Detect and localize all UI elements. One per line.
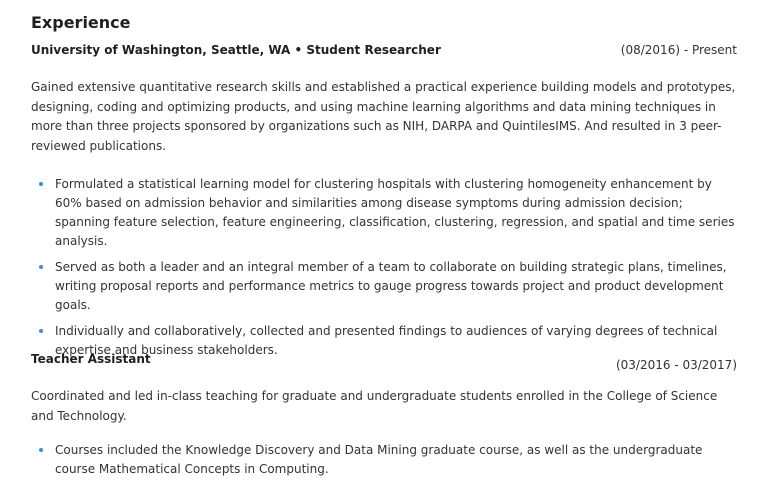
job-description: Gained extensive quantitative research skills and established a practical experience building models and prototypes, designing, coding and optimizing products, and using machine learning algorithms and data mining techniques in more than three projects sponsored by organizations such as NIH, DARPA and QuintilesIMS. And resulted in 3 peer-reviewed publications. xyxy=(31,80,736,153)
bullet-text: Individually and collaboratively, collected and presented findings to audiences of varying degrees of technical expertise and business stakeholders. xyxy=(55,324,718,357)
bullet-list xyxy=(31,175,737,360)
job-title: University of Washington, Seattle, WA • Student Researcher xyxy=(31,43,441,57)
job-entry xyxy=(31,350,737,479)
bullet-list xyxy=(31,441,737,479)
bullet-icon xyxy=(39,265,43,269)
list-item xyxy=(31,175,737,251)
job-title: Teacher Assistant xyxy=(31,352,151,366)
job-header xyxy=(31,41,737,59)
bullet-text: Courses included the Knowledge Discovery and Data Mining graduate course, as well as the undergraduate course Mathematical Concepts in Computing. xyxy=(55,443,703,476)
bullet-text: Formulated a statistical learning model for clustering hospitals with clustering homogeneity enhancement by 60% based on admission behavior and similarities among disease symptoms during admission decision; spanning feature selection, feature engineering, classification, clustering, regression, and spatial and time series analysis. xyxy=(55,177,735,248)
section-title: Experience xyxy=(31,13,131,32)
list-item xyxy=(31,258,737,315)
job-header xyxy=(31,350,737,372)
job-entry xyxy=(31,41,737,360)
bullet-text: Served as both a leader and an integral member of a team to collaborate on building strategic plans, timelines, writing proposal reports and performance metrics to gauge progress towards project and product development goals. xyxy=(55,260,727,312)
bullet-icon xyxy=(39,448,43,452)
job-dates: (08/2016) - Present xyxy=(620,43,737,57)
bullet-icon xyxy=(39,329,43,333)
bullet-icon xyxy=(39,182,43,186)
job-dates: (03/2016 - 03/2017) xyxy=(615,358,737,372)
job-description: Coordinated and led in-class teaching for graduate and undergraduate students enrolled in the College of Science and Technology. xyxy=(31,389,718,423)
list-item xyxy=(31,441,737,479)
